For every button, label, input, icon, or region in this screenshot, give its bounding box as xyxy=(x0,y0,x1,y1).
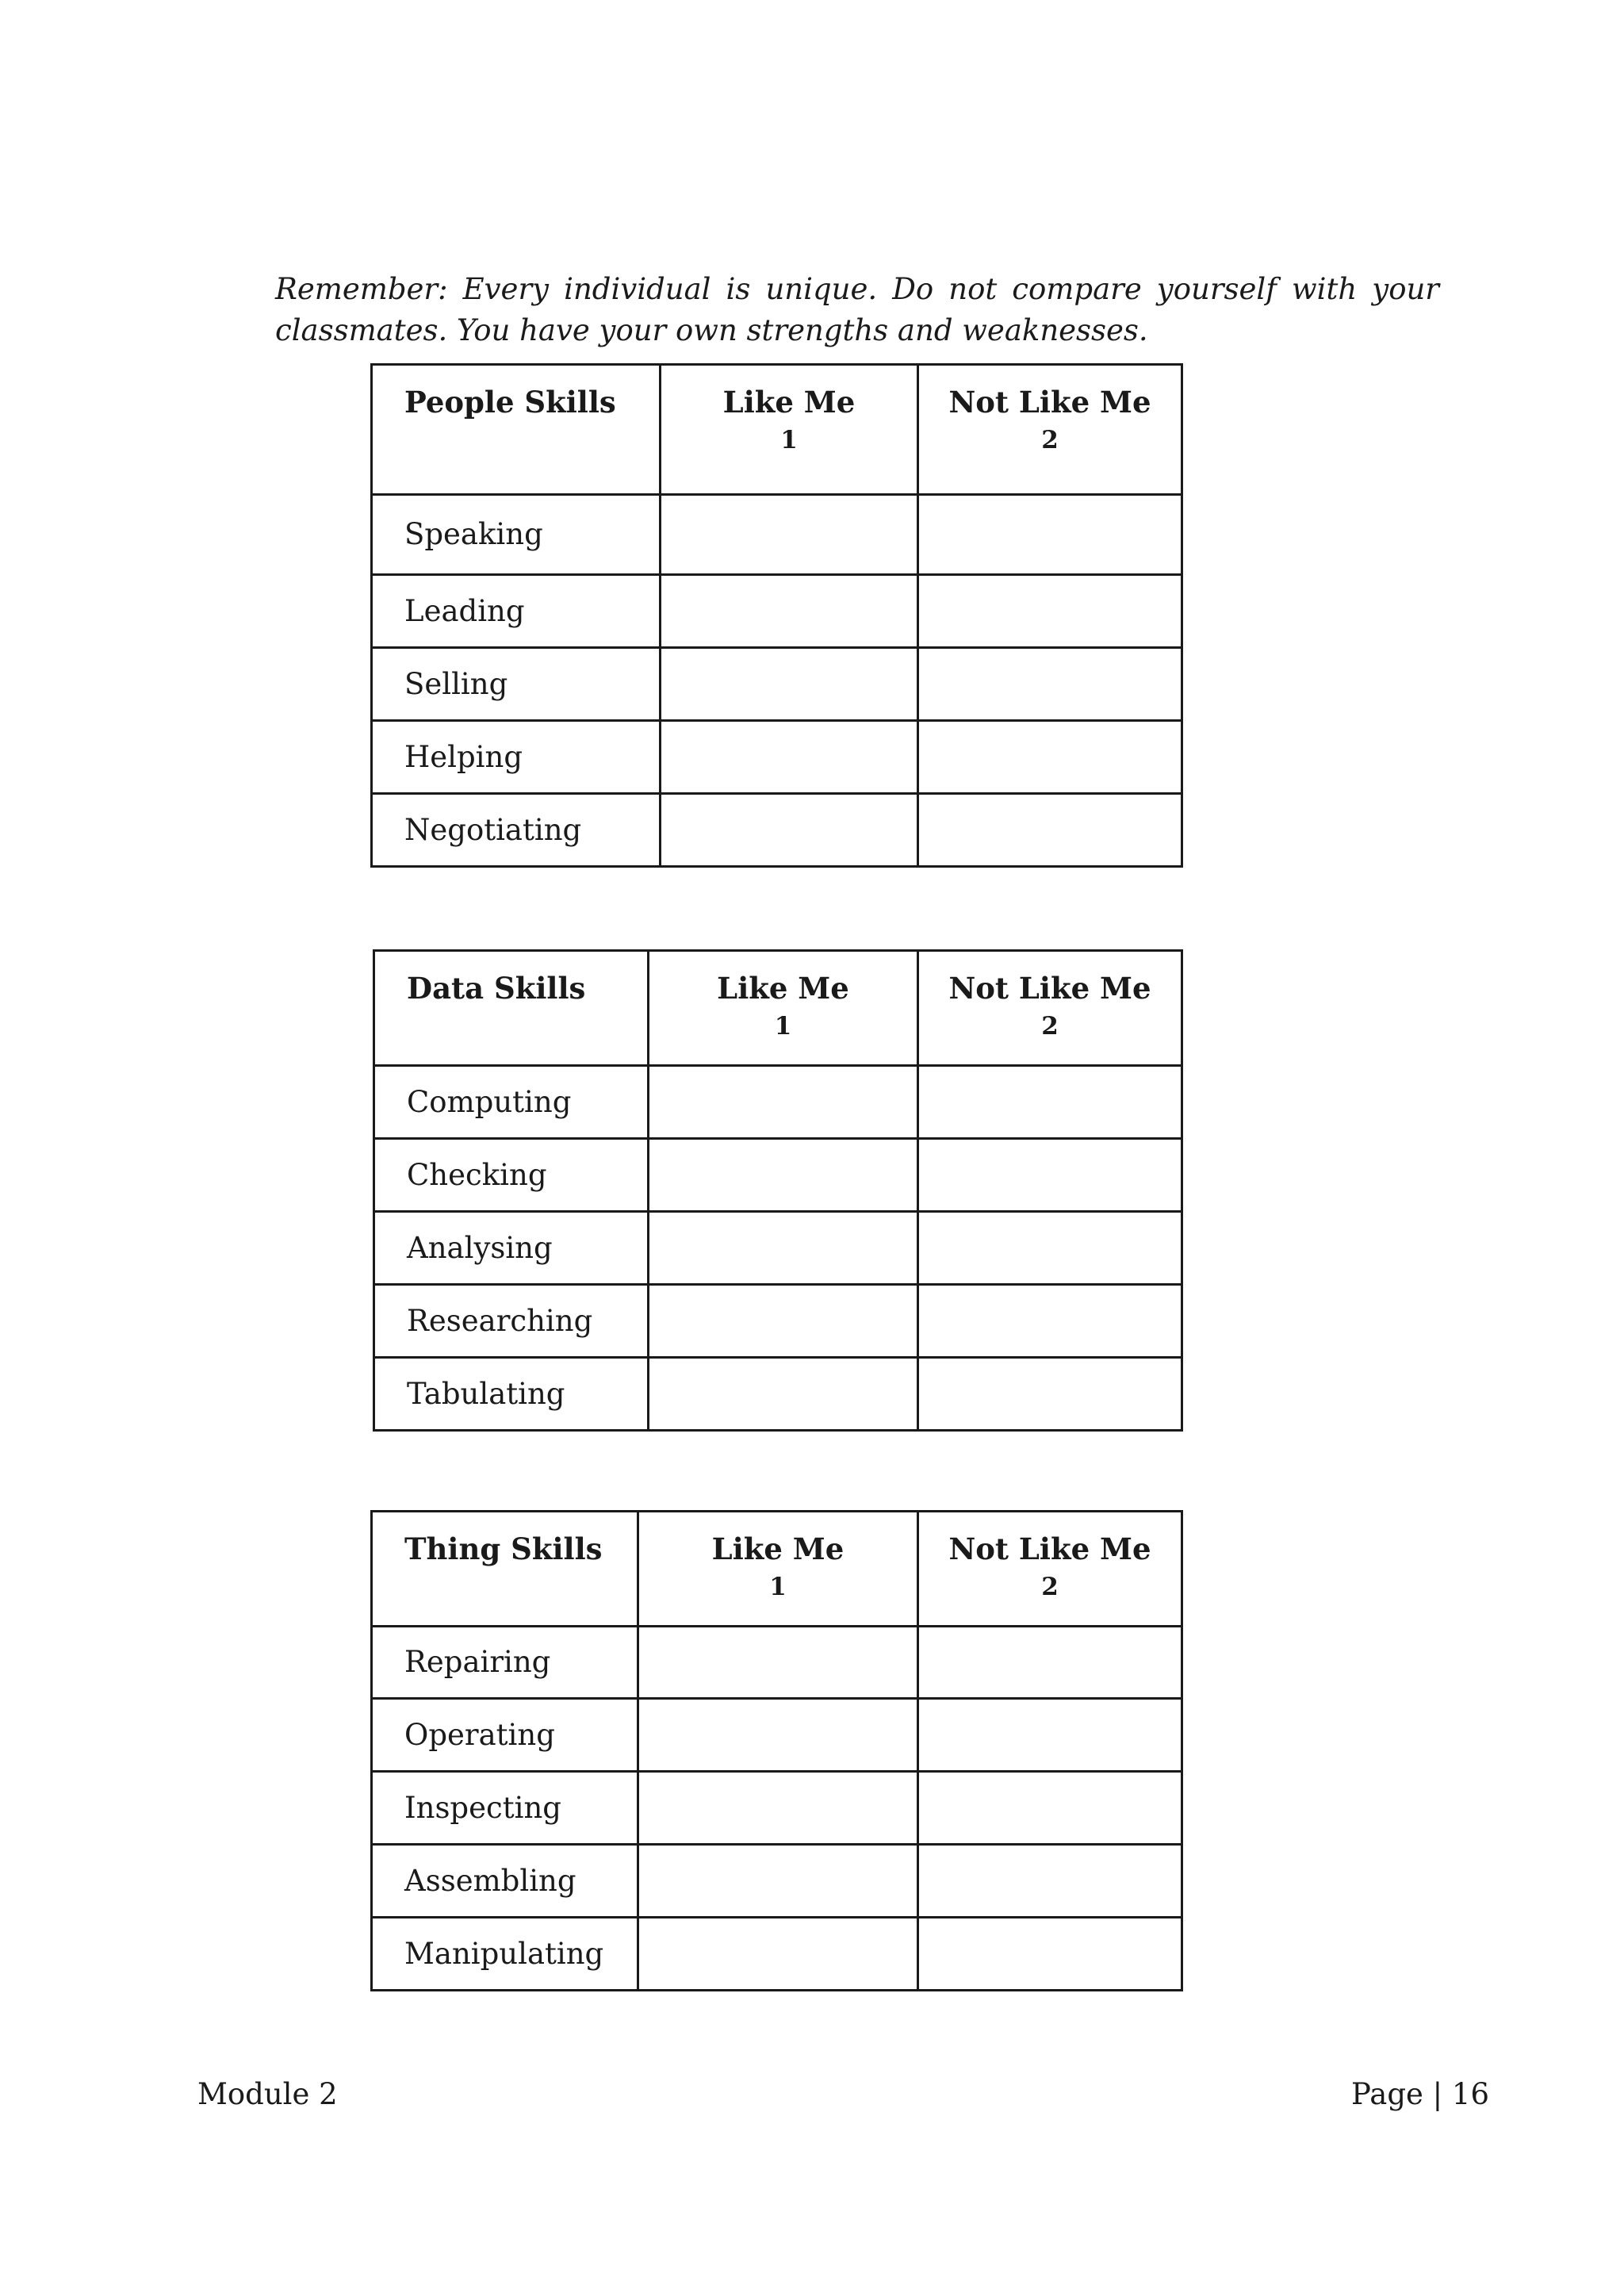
table-header-not-like-me xyxy=(918,1512,1182,1627)
not-like-me-number: 2 xyxy=(1041,1573,1059,1601)
skill-label: Helping xyxy=(372,721,661,794)
table-header-skill-category: Thing Skills xyxy=(372,1512,638,1627)
not-like-me-label: Not Like Me xyxy=(948,971,1151,1006)
like-me-cell[interactable] xyxy=(649,1066,918,1139)
skill-label: Computing xyxy=(374,1066,649,1139)
skill-label: Checking xyxy=(374,1139,649,1212)
like-me-cell[interactable] xyxy=(649,1358,918,1431)
not-like-me-cell[interactable] xyxy=(918,648,1182,721)
not-like-me-cell[interactable] xyxy=(918,1918,1182,1991)
skill-label: Negotiating xyxy=(372,794,661,867)
table-header-not-like-me xyxy=(918,365,1182,495)
table-row xyxy=(374,1139,1182,1212)
not-like-me-cell[interactable] xyxy=(918,721,1182,794)
table-row xyxy=(372,1772,1182,1845)
not-like-me-cell[interactable] xyxy=(918,1699,1182,1772)
table-header-row xyxy=(372,1512,1182,1627)
table-row xyxy=(372,575,1182,648)
like-me-cell[interactable] xyxy=(638,1772,918,1845)
like-me-cell[interactable] xyxy=(661,648,918,721)
skill-label: Manipulating xyxy=(372,1918,638,1991)
like-me-number: 1 xyxy=(780,426,798,454)
skill-label: Tabulating xyxy=(374,1358,649,1431)
skill-label: Analysing xyxy=(374,1212,649,1285)
thing-skills-table xyxy=(370,1510,1183,1991)
not-like-me-cell[interactable] xyxy=(918,575,1182,648)
like-me-number: 1 xyxy=(769,1573,787,1601)
skill-label: Repairing xyxy=(372,1627,638,1699)
skill-label: Assembling xyxy=(372,1845,638,1918)
like-me-cell[interactable] xyxy=(649,1139,918,1212)
like-me-cell[interactable] xyxy=(638,1627,918,1699)
table-row xyxy=(374,1285,1182,1358)
not-like-me-number: 2 xyxy=(1041,1012,1059,1041)
table-row xyxy=(372,1845,1182,1918)
table-header-not-like-me xyxy=(918,951,1182,1066)
not-like-me-cell[interactable] xyxy=(918,1845,1182,1918)
like-me-cell[interactable] xyxy=(661,575,918,648)
table-row xyxy=(372,1918,1182,1991)
people-skills-table xyxy=(370,363,1183,868)
like-me-label: Like Me xyxy=(711,1531,845,1566)
skill-label: Researching xyxy=(374,1285,649,1358)
table-header-row xyxy=(374,951,1182,1066)
like-me-number: 1 xyxy=(774,1012,792,1041)
table-header-skill-category: Data Skills xyxy=(374,951,649,1066)
table-header-like-me xyxy=(638,1512,918,1627)
like-me-cell[interactable] xyxy=(649,1285,918,1358)
data-skills-table xyxy=(373,949,1183,1432)
skill-label: Leading xyxy=(372,575,661,648)
not-like-me-label: Not Like Me xyxy=(948,385,1151,420)
table-header-like-me xyxy=(649,951,918,1066)
like-me-label: Like Me xyxy=(717,971,849,1006)
table-header-row xyxy=(372,365,1182,495)
table-row xyxy=(372,1627,1182,1699)
table-row xyxy=(372,721,1182,794)
not-like-me-number: 2 xyxy=(1041,426,1059,454)
table-row xyxy=(372,495,1182,575)
not-like-me-cell[interactable] xyxy=(918,794,1182,867)
not-like-me-cell[interactable] xyxy=(918,1627,1182,1699)
not-like-me-cell[interactable] xyxy=(918,1285,1182,1358)
not-like-me-label: Not Like Me xyxy=(948,1531,1151,1566)
not-like-me-cell[interactable] xyxy=(918,1066,1182,1139)
like-me-label: Like Me xyxy=(722,385,856,420)
not-like-me-cell[interactable] xyxy=(918,495,1182,575)
not-like-me-cell[interactable] xyxy=(918,1358,1182,1431)
skill-label: Speaking xyxy=(372,495,661,575)
table-row xyxy=(374,1066,1182,1139)
intro-reminder-text: Remember: Every individual is unique. Do not compare yourself with your classmates. You have your own strengths and weaknesses. xyxy=(275,272,1439,347)
table-header-skill-category: People Skills xyxy=(372,365,661,495)
like-me-cell[interactable] xyxy=(649,1212,918,1285)
like-me-cell[interactable] xyxy=(661,495,918,575)
table-row xyxy=(372,794,1182,867)
like-me-cell[interactable] xyxy=(661,794,918,867)
skill-label: Inspecting xyxy=(372,1772,638,1845)
not-like-me-cell[interactable] xyxy=(918,1212,1182,1285)
skill-label: Operating xyxy=(372,1699,638,1772)
table-row xyxy=(374,1212,1182,1285)
like-me-cell[interactable] xyxy=(638,1845,918,1918)
like-me-cell[interactable] xyxy=(638,1918,918,1991)
table-header-like-me xyxy=(661,365,918,495)
footer-module-label: Module 2 xyxy=(197,2077,338,2111)
footer-page-number: Page | 16 xyxy=(1351,2077,1489,2111)
table-row xyxy=(372,1699,1182,1772)
like-me-cell[interactable] xyxy=(661,721,918,794)
not-like-me-cell[interactable] xyxy=(918,1772,1182,1845)
like-me-cell[interactable] xyxy=(638,1699,918,1772)
table-row xyxy=(374,1358,1182,1431)
table-row xyxy=(372,648,1182,721)
skill-label: Selling xyxy=(372,648,661,721)
not-like-me-cell[interactable] xyxy=(918,1139,1182,1212)
